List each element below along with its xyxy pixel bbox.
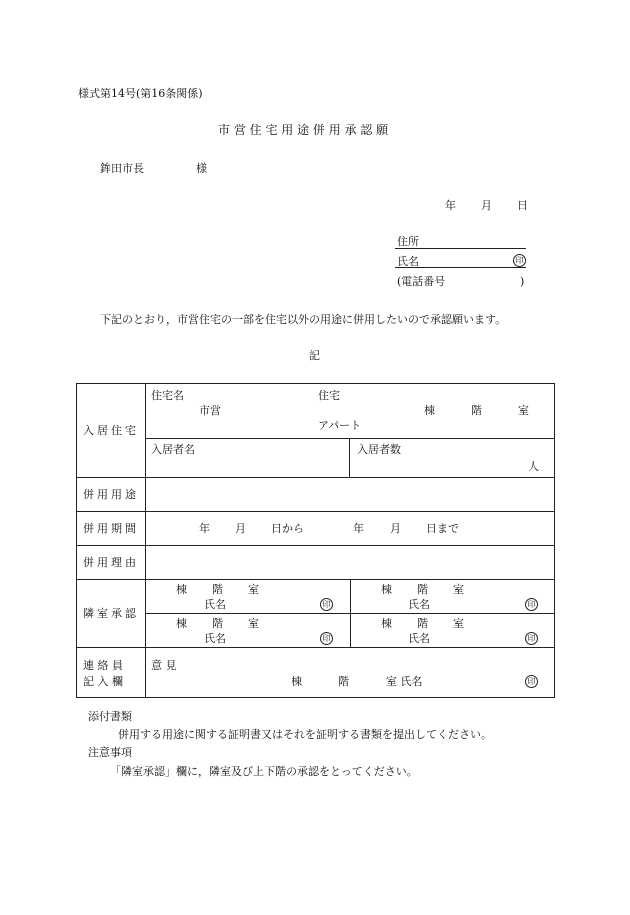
liaison-room-name-label: 室 氏名 [386,675,423,688]
neighbor-4-seal-mark: 印 [525,632,538,645]
neighbor-3-seal-mark: 印 [320,632,333,645]
neighbor-3-building: 棟 [176,617,187,630]
neighbor-2-floor: 階 [417,583,428,596]
applicant-phone-label: (電話番号 [397,275,446,288]
page-title: 市 営 住 宅 用 途 併 用 承 認 願 [218,123,389,137]
neighbor-2-seal-mark: 印 [525,598,538,611]
application-table [76,383,555,698]
resident-count-label: 入居者数 [357,443,401,456]
neighbor-3-name-label: 氏名 [204,632,226,645]
neighbor-1-floor: 階 [212,583,223,596]
date-day-label: 日 [517,199,528,212]
liaison-seal-mark: 印 [525,675,538,688]
applicant-name-label: 氏名 [397,255,419,268]
use-header: 併用用途 [83,488,139,501]
period-to-month: 月 [390,522,401,535]
caution-text: 「隣室承認」欄に，隣室及び上下階の承認をとってください。 [110,765,418,778]
neighbor-2-name-label: 氏名 [408,598,430,611]
row-line-3 [76,511,555,512]
city-label: 市営 [199,404,221,417]
apartment-label: アパート [318,419,362,432]
resident-divider [349,438,350,477]
neighbor-4-floor: 階 [417,617,428,630]
reason-header: 併用理由 [83,556,139,569]
neighbor-2-room: 室 [453,583,464,596]
row-line-2 [76,477,555,478]
neighbor-1-building: 棟 [176,583,187,596]
row-line-1 [145,438,555,439]
neighbor-1-name-label: 氏名 [204,598,226,611]
neighbor-4-name-label: 氏名 [408,632,430,645]
row-line-5 [76,579,555,580]
neighbor-3-room: 室 [248,617,259,630]
period-header: 併用期間 [83,522,139,535]
row-line-6 [145,613,555,614]
residence-room-label: 室 [518,404,529,417]
date-year-label: 年 [445,199,456,212]
applicant-address-label: 住所 [397,235,419,248]
applicant-name-line [395,267,526,268]
applicant-phone-close: ) [520,275,525,288]
resident-name-label: 入居者名 [151,443,195,456]
period-from-year: 年 [199,522,210,535]
row-line-7 [76,647,555,648]
residence-floor-label: 階 [471,404,482,417]
attachments-heading: 添付書類 [88,710,132,723]
neighbor-header: 隣室承認 [83,607,139,620]
addressee-name: 鉾田市長 [100,162,144,175]
row-line-4 [76,545,555,546]
liaison-header-line1: 連 絡 員 [83,659,123,672]
caution-heading: 注意事項 [88,746,132,759]
neighbor-3-floor: 階 [212,617,223,630]
liaison-header-line2: 記 入 欄 [83,675,123,688]
liaison-floor: 階 [338,675,349,688]
period-from-day: 日から [271,522,304,535]
residence-building-label: 棟 [424,404,435,417]
applicant-seal-mark: 印 [513,254,526,267]
applicant-address-line [395,248,526,249]
date-month-label: 月 [481,199,492,212]
table-header-divider [145,383,146,698]
residence-header: 入居住宅 [83,424,139,437]
neighbor-1-seal-mark: 印 [320,598,333,611]
period-to-year: 年 [353,522,364,535]
form-number: 様式第14号(第16条関係) [78,87,203,100]
attachments-text: 併用する用途に関する証明書又はそれを証明する書類を提出してください。 [118,728,492,741]
addressee-honorific: 様 [196,162,207,175]
housing-label: 住宅 [318,389,340,402]
body-text: 下記のとおり，市営住宅の一部を住宅以外の用途に併用したいので承認願います。 [100,313,507,326]
period-from-month: 月 [235,522,246,535]
neighbor-4-building: 棟 [381,617,392,630]
liaison-building: 棟 [291,675,302,688]
opinion-label: 意 見 [151,659,177,672]
person-unit-label: 人 [528,460,539,473]
period-to-day: 日まで [426,522,459,535]
ki-heading: 記 [309,349,320,362]
neighbor-4-room: 室 [453,617,464,630]
neighbor-2-building: 棟 [381,583,392,596]
housing-name-label: 住宅名 [151,389,184,402]
neighbor-1-room: 室 [248,583,259,596]
